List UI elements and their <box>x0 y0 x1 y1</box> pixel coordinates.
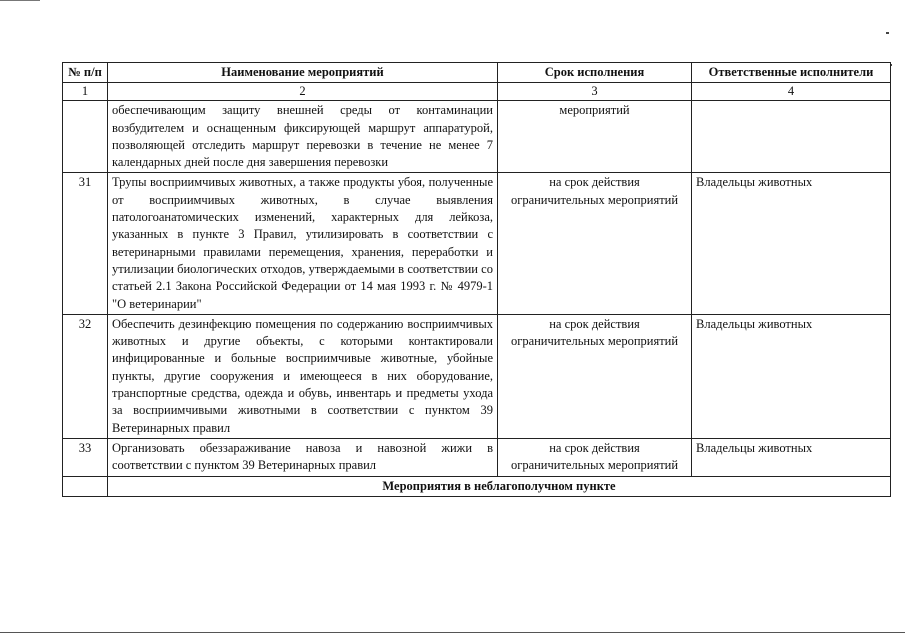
section-title: Мероприятия в неблагополучном пункте <box>108 476 891 496</box>
section-number-cell <box>63 476 108 496</box>
row-measure-name: Обеспечить дезинфекцию помещения по содержанию восприимчивых животных и другие объекты, с которыми контактировали инфицированные и больные восприимчивые животные, убойные пункты, другие сооружения и имеющееся в них оборудование, транспортные средства, одежда и обувь, инвентарь и предметы ухода за восприимчивыми животными в соответствии с пунктом 39 Ветеринарных правил <box>108 314 498 438</box>
scan-speck <box>886 32 889 34</box>
section-row <box>63 476 891 496</box>
row-responsible: Владельцы животных <box>692 173 891 314</box>
header-number: № п/п <box>63 63 108 83</box>
row-number: 31 <box>63 173 108 314</box>
column-number: 4 <box>692 83 891 101</box>
measures-table <box>62 62 891 497</box>
header-term: Срок исполнения <box>498 63 692 83</box>
table-row <box>63 438 891 476</box>
table-row <box>63 101 891 173</box>
row-responsible: Владельцы животных <box>692 438 891 476</box>
header-responsible: Ответственные исполнители <box>692 63 891 83</box>
row-number: 32 <box>63 314 108 438</box>
row-term: мероприятий <box>498 101 692 173</box>
table-row <box>63 314 891 438</box>
column-number: 1 <box>63 83 108 101</box>
row-measure-name: Трупы восприимчивых животных, а также продукты убоя, полученные от восприимчивых животных, в случае выявления патологоанатомических изменений, характерных для лейкоза, указанных в пункте 3 Правил, утилизировать в соответствии с ветеринарными правилами перемещения, хранения, переработки и утилизации биологических отходов, утверждаемыми в соответствии со статьей 2.1 Закона Российской Федерации от 14 мая 1993 г. № 4979-1 "О ветеринарии" <box>108 173 498 314</box>
row-measure-name: обеспечивающим защиту внешней среды от контаминации возбудителем и оснащенным фиксирующей маршрут аппаратурой, позволяющей отследить маршрут перевозки в течение не менее 7 календарных дней после дня завершения перевозки <box>108 101 498 173</box>
row-measure-name: Организовать обеззараживание навоза и навозной жижи в соответствии с пунктом 39 Ветеринарных правил <box>108 438 498 476</box>
header-name: Наименование мероприятий <box>108 63 498 83</box>
row-term: на срок действия ограничительных мероприятий <box>498 314 692 438</box>
table-header-row <box>63 63 891 83</box>
row-responsible <box>692 101 891 173</box>
row-number <box>63 101 108 173</box>
scan-artifact-top <box>0 0 40 1</box>
column-number: 3 <box>498 83 692 101</box>
row-responsible: Владельцы животных <box>692 314 891 438</box>
row-number: 33 <box>63 438 108 476</box>
table-row <box>63 173 891 314</box>
row-term: на срок действия ограничительных мероприятий <box>498 173 692 314</box>
scan-artifact-bottom <box>0 632 905 633</box>
row-term: на срок действия ограничительных мероприятий <box>498 438 692 476</box>
column-number: 2 <box>108 83 498 101</box>
column-number-row <box>63 83 891 101</box>
